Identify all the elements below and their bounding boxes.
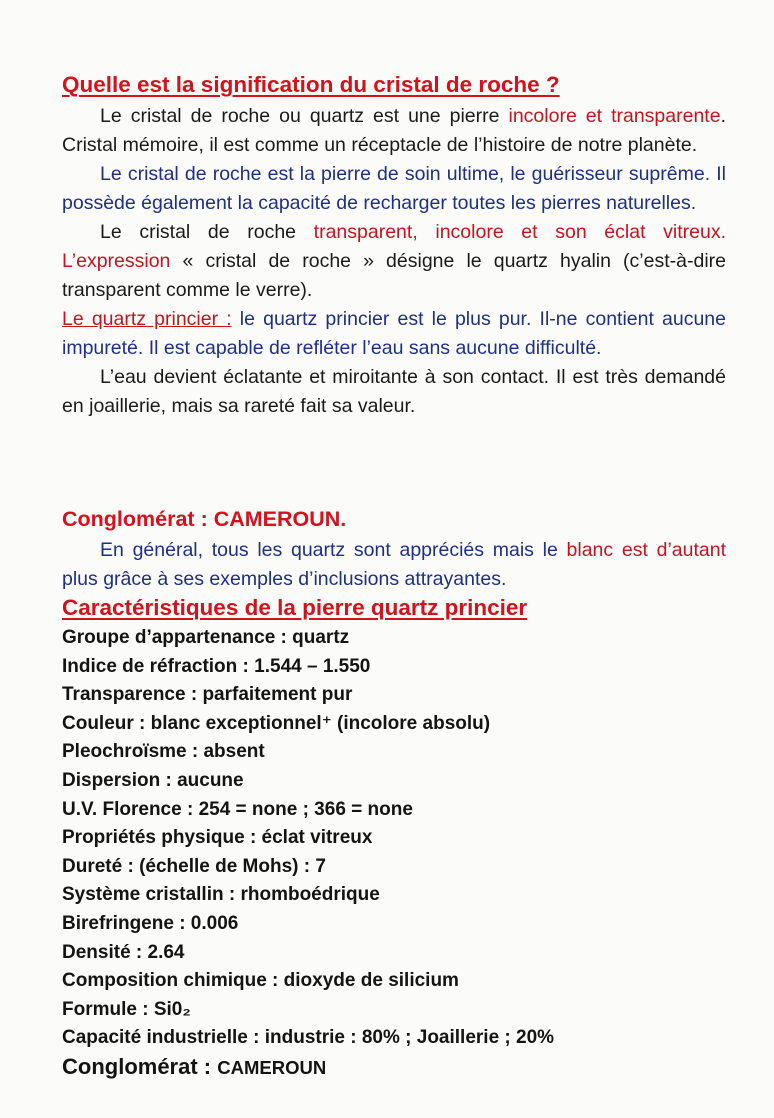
p6-text-c: plus grâce à ses exemples d’inclusions attrayantes. xyxy=(62,568,507,590)
property-item: Indice de réfraction : 1.544 – 1.550 xyxy=(62,655,371,677)
paragraph-3 xyxy=(62,218,726,305)
property-item: Dureté : (échelle de Mohs) : 7 xyxy=(62,855,326,877)
paragraph-4 xyxy=(62,305,726,363)
paragraph-6 xyxy=(62,536,726,594)
conglomerat-heading: Conglomérat : CAMEROUN. xyxy=(62,507,347,531)
paragraph-2: Le cristal de roche est la pierre de soin ultime, le guérisseur suprême. Il possède également la capacité de recharger toutes les pierres naturelles. xyxy=(62,163,726,214)
property-item: U.V. Florence : 254 = none ; 366 = none xyxy=(62,798,413,820)
p1-text-c: . Cristal mémoire, il est comme un réceptacle de l’histoire de notre planète. xyxy=(62,105,726,156)
property-item: Composition chimique : dioxyde de silicium xyxy=(62,970,459,992)
property-item: Couleur : blanc exceptionnel⁺ (incolore absolu) xyxy=(62,712,491,734)
intro-section xyxy=(62,102,726,421)
final-conglomerat-key: Conglomérat : xyxy=(62,1054,218,1079)
property-item: Dispersion : aucune xyxy=(62,769,244,791)
property-item: Pleochroïsme : absent xyxy=(62,741,265,763)
p6-text-a: En général, tous les quartz sont appréciés mais le xyxy=(100,539,567,561)
p1-highlight: incolore et transparente xyxy=(508,105,721,127)
page-title: Quelle est la signification du cristal de roche ? xyxy=(62,72,560,97)
property-item: Formule : Si0₂ xyxy=(62,998,191,1020)
property-item: Groupe d’appartenance : quartz xyxy=(62,627,350,648)
property-item: Propriétés physique : éclat vitreux xyxy=(62,827,373,849)
properties-list xyxy=(62,624,554,1053)
final-conglomerat-value: CAMEROUN xyxy=(217,1057,327,1078)
property-item: Densité : 2.64 xyxy=(62,941,185,963)
property-item: Capacité industrielle : industrie : 80% ; Joaillerie ; 20% xyxy=(62,1027,555,1049)
property-item: Transparence : parfaitement pur xyxy=(62,684,353,706)
p3-highlight: transparent, incolore et son éclat vitreux. xyxy=(313,221,726,243)
quartz-princier-label: Le quartz princier : xyxy=(62,308,232,330)
p6-highlight: blanc est d’autant xyxy=(566,539,726,561)
final-conglomerat xyxy=(62,1054,326,1080)
property-item: Birefringene : 0.006 xyxy=(62,912,239,934)
property-item: Système cristallin : rhomboédrique xyxy=(62,884,380,906)
p4-text: le quartz princier est le plus pur. Il-ne contient aucune impureté. Il est capable de refléter l’eau sans aucune difficulté. xyxy=(62,308,727,359)
section-subtitle: Caractéristiques de la pierre quartz princier xyxy=(62,595,528,620)
paragraph-1 xyxy=(62,102,726,160)
p3-text-a: Le cristal de roche xyxy=(100,221,314,243)
p3-text-d: « cristal de roche » désigne le quartz hyalin (c’est-à-dire transparent comme le verre). xyxy=(62,250,726,301)
paragraph-5: L’eau devient éclatante et miroitante à son contact. Il est très demandé en joaillerie, mais sa rareté fait sa valeur. xyxy=(62,366,726,417)
p3-expression-label: L’expression xyxy=(62,250,171,272)
p1-text-a: Le cristal de roche ou quartz est une pierre xyxy=(100,105,509,127)
paragraph-6-section xyxy=(62,536,726,594)
